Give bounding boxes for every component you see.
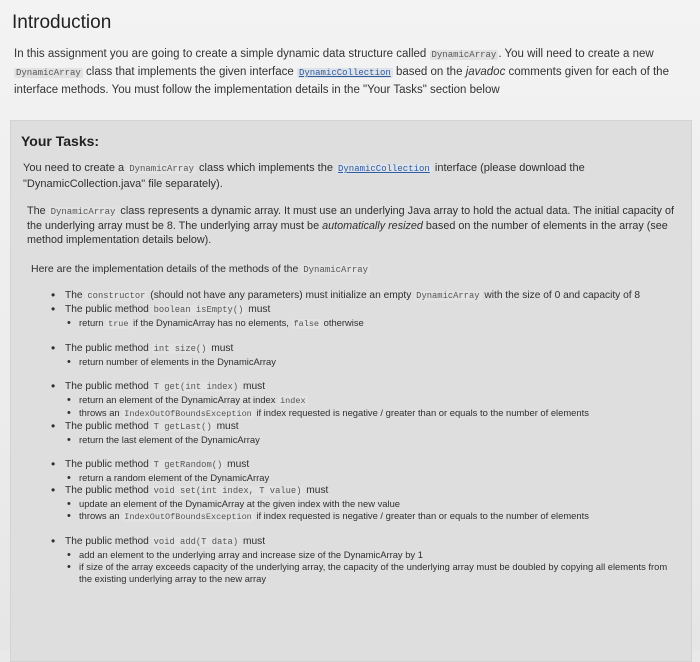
text: The: [65, 290, 86, 301]
text: if index requested is negative / greater than or equals to the number of elements: [253, 510, 589, 521]
text: must: [224, 459, 250, 470]
text: must: [208, 343, 234, 354]
sub-item: [51, 510, 671, 523]
page-title: Introduction: [12, 12, 112, 33]
text: with the size of 0 and capacity of 8: [481, 290, 641, 301]
text: The: [27, 205, 49, 217]
list-item-set: [51, 484, 671, 498]
text: You need to create a: [23, 162, 128, 174]
text: The public method: [65, 343, 152, 354]
text: must: [240, 536, 266, 547]
list-item-getlast: [51, 420, 671, 434]
code: boolean isEmpty(): [153, 305, 244, 315]
text: Here are the implementation details of the methods of the: [31, 263, 302, 275]
sub-item: • return a random element of the DynamicArray: [51, 472, 671, 484]
text: must: [213, 421, 239, 432]
code: IndexOutOfBoundsException: [124, 409, 252, 419]
text: return: [79, 317, 107, 328]
sub-item: • if size of the array exceeds capacity of the underlying array, the capacity of the underlying array must be doubled by copying all elements from the existing underlying array to the new array: [51, 561, 671, 585]
text: must: [240, 381, 266, 392]
code: void set(int index, T value): [153, 486, 302, 496]
code: IndexOutOfBoundsException: [124, 512, 252, 522]
sub-item: • update an element of the DynamicArray at the given index with the new value: [51, 498, 671, 510]
spacer: [51, 368, 671, 380]
text: class represents a dynamic array. It must use an underlying Java array to hold the actual data. The initial capacity of the underlying array must be 8. The underlying array must be: [27, 205, 674, 232]
text: must: [303, 485, 329, 496]
tasks-paragraph-2: [27, 204, 682, 247]
text: return an element of the DynamicArray at index: [79, 394, 279, 405]
list-item-getrandom: [51, 458, 671, 472]
list-item-add: [51, 535, 671, 549]
dynamiccollection-link[interactable]: DynamicCollection: [298, 68, 391, 78]
intro-text: class that implements the given interface: [82, 66, 297, 78]
text: based on the number of elements in the array (see method implementation details below).: [27, 220, 668, 246]
intro-javadoc: javadoc: [465, 66, 506, 78]
code-dynamicarray: DynamicArray: [431, 50, 497, 60]
emphasis: automatically resized: [322, 220, 423, 232]
code: T getLast(): [153, 422, 212, 432]
sub-item: [51, 317, 671, 330]
spacer: [51, 523, 671, 535]
intro-text: based on the: [392, 66, 466, 78]
intro-text: comments given for each of the interface methods. You must follow the implementation details in the "Your Tasks" section below: [14, 66, 669, 96]
dynamiccollection-link[interactable]: DynamicCollection: [338, 164, 430, 174]
sub-item: [51, 394, 671, 407]
text: The public method: [65, 536, 152, 547]
text: (should not have any parameters) must initialize an empty: [147, 290, 415, 301]
text: interface (please download the "DynamicCollection.java" file separately).: [23, 162, 585, 190]
code: false: [293, 319, 320, 329]
text: The public method: [65, 304, 152, 315]
list-item-size: [51, 342, 671, 356]
text: class which implements the: [196, 162, 336, 174]
code-dynamicarray: DynamicArray: [303, 265, 369, 275]
text: The public method: [65, 459, 152, 470]
code: int size(): [153, 344, 207, 354]
sub-item: • return number of elements in the DynamicArray: [51, 356, 671, 368]
sub-item: • return the last element of the DynamicArray: [51, 434, 671, 446]
code: constructor: [87, 291, 146, 301]
code-dynamicarray: DynamicArray: [50, 207, 116, 217]
list-item-get: [51, 380, 671, 394]
intro-text: . You will need to create a new: [498, 48, 654, 60]
text: if index requested is negative / greater than or equals to the number of elements: [253, 407, 589, 418]
code: index: [280, 396, 306, 406]
text: The public method: [65, 381, 152, 392]
text: must: [245, 304, 271, 315]
text: if the DynamicArray has no elements,: [130, 317, 292, 328]
text: The public method: [65, 421, 152, 432]
text: The public method: [65, 485, 152, 496]
intro-text: In this assignment you are going to create a simple dynamic data structure called: [14, 48, 430, 60]
code: true: [108, 319, 129, 329]
sub-item: • add an element to the underlying array and increase size of the DynamicArray by 1: [51, 549, 671, 561]
tasks-panel: [10, 120, 692, 662]
spacer: [51, 446, 671, 458]
code: T get(int index): [153, 382, 239, 392]
code: T getRandom(): [153, 460, 223, 470]
text: throws an: [79, 407, 123, 418]
tasks-heading: Your Tasks:: [21, 133, 100, 149]
code: DynamicArray: [416, 291, 480, 301]
method-list: [51, 289, 671, 585]
intro-paragraph: [14, 46, 686, 99]
list-item-isempty: [51, 303, 671, 317]
sub-item: [51, 407, 671, 420]
code: void add(T data): [153, 537, 239, 547]
code-dynamicarray: DynamicArray: [129, 164, 194, 174]
tasks-paragraph-3: [31, 263, 370, 275]
list-item-constructor: [51, 289, 671, 303]
code-dynamicarray: DynamicArray: [16, 68, 81, 78]
spacer: [51, 330, 671, 342]
tasks-paragraph-1: [23, 161, 673, 192]
text: otherwise: [321, 317, 364, 328]
text: throws an: [79, 510, 123, 521]
